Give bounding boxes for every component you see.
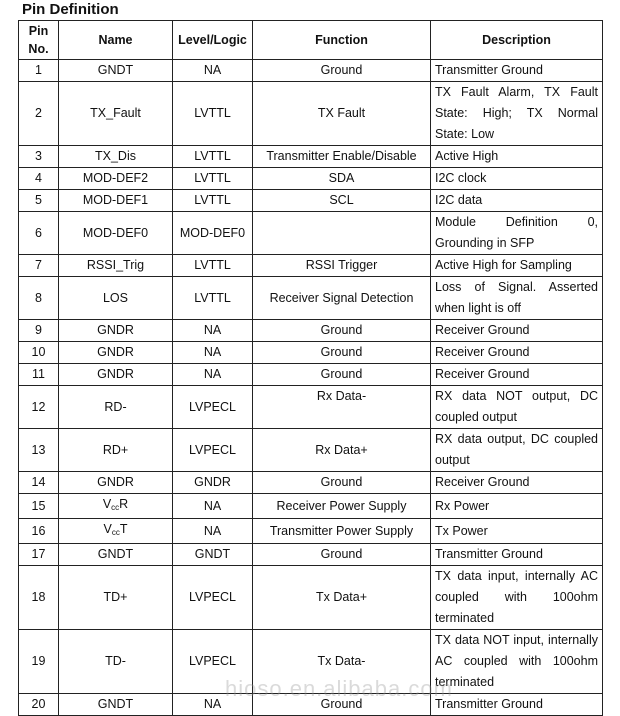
pin-name-suffix: T [119,522,128,536]
pin-description-cell: I2C clock [431,168,603,190]
pin-level-cell: NA [173,694,253,716]
pin-number-cell: 17 [19,544,59,566]
pin-name-cell: GNDR [59,364,173,386]
pin-name-cell: GNDT [59,544,173,566]
table-row [19,255,603,277]
pin-function-cell: Tx Data- [253,630,431,694]
page-title: Pin Definition [22,1,119,18]
pin-description-cell: Transmitter Ground [431,544,603,566]
pin-number-cell: 10 [19,342,59,364]
pin-description-cell: Tx Power [431,519,603,544]
pin-level-cell: LVTTL [173,146,253,168]
pin-function-cell [253,212,431,255]
pin-number-cell: 19 [19,630,59,694]
pin-name-cell: GNDT [59,694,173,716]
table-row [19,694,603,716]
table-row [19,168,603,190]
header-name: Name [59,21,173,60]
table-body [19,60,603,716]
pin-number-cell: 16 [19,519,59,544]
pin-number-cell: 20 [19,694,59,716]
pin-function-cell: SCL [253,190,431,212]
table-row [19,364,603,386]
pin-function-cell: Ground [253,694,431,716]
pin-level-cell: NA [173,494,253,519]
table-row [19,190,603,212]
table-row [19,544,603,566]
pin-function-cell: Rx Data- [253,386,431,429]
pin-number-cell: 5 [19,190,59,212]
pin-name-cell: RD- [59,386,173,429]
table-row [19,82,603,146]
table-row [19,429,603,472]
pin-name-subscript: cc [111,528,120,537]
pin-description-cell: Transmitter Ground [431,60,603,82]
table-row [19,342,603,364]
pin-name-main: V [103,522,112,536]
pin-function-cell: Ground [253,342,431,364]
pin-function-cell: Ground [253,364,431,386]
pin-level-cell: NA [173,60,253,82]
pin-description-cell: Transmitter Ground [431,694,603,716]
pin-description-cell: Module Definition 0, Grounding in SFP [431,212,603,255]
pin-number-cell: 8 [19,277,59,320]
pin-function-cell: Receiver Power Supply [253,494,431,519]
pin-name-cell: GNDT [59,60,173,82]
pin-level-cell: LVPECL [173,566,253,630]
header-function: Function [253,21,431,60]
pin-level-cell: NA [173,364,253,386]
header-description: Description [431,21,603,60]
pin-level-cell: LVPECL [173,429,253,472]
pin-level-cell: LVPECL [173,630,253,694]
table-row [19,212,603,255]
pin-number-cell: 13 [19,429,59,472]
pin-description-cell: Rx Power [431,494,603,519]
pin-function-cell: Ground [253,544,431,566]
table-row [19,386,603,429]
pin-name-cell: RD+ [59,429,173,472]
pin-description-cell: Active High [431,146,603,168]
pin-function-cell: Rx Data+ [253,429,431,472]
pin-level-cell: NA [173,519,253,544]
header-pin-no-line1: Pin [28,24,49,38]
pin-function-cell: Transmitter Enable/Disable [253,146,431,168]
pin-description-cell: Receiver Ground [431,342,603,364]
pin-description-cell: RX data output, DC coupled output [431,429,603,472]
pin-name-suffix: R [119,497,129,511]
pin-name-cell: MOD-DEF1 [59,190,173,212]
table-row [19,566,603,630]
pin-function-cell: Ground [253,60,431,82]
pin-number-cell: 6 [19,212,59,255]
pin-description-cell: Receiver Ground [431,320,603,342]
table-header-row [19,21,603,60]
pin-level-cell: LVPECL [173,386,253,429]
pin-level-cell: LVTTL [173,277,253,320]
table-row [19,60,603,82]
pin-level-cell: MOD-DEF0 [173,212,253,255]
table-row [19,320,603,342]
pin-name-cell: GNDR [59,342,173,364]
pin-name-main: V [102,497,112,511]
pin-name-cell: GNDR [59,472,173,494]
pin-description-cell: RX data NOT output, DC coupled output [431,386,603,429]
pin-name-cell [59,519,173,544]
pin-function-cell: TX Fault [253,82,431,146]
pin-level-cell: GNDR [173,472,253,494]
pin-name-subscript: cc [111,503,120,512]
pin-description-cell: TX Fault Alarm, TX Fault State: High; TX Normal State: Low [431,82,603,146]
pin-function-cell: Ground [253,320,431,342]
watermark: hioso.en.alibaba.com [225,676,453,701]
pin-description-cell: Active High for Sampling [431,255,603,277]
pin-name-cell: TX_Fault [59,82,173,146]
pin-number-cell: 3 [19,146,59,168]
pin-function-cell: Tx Data+ [253,566,431,630]
pin-description-cell: I2C data [431,190,603,212]
header-pin-no-line2: No. [28,42,49,56]
pin-description-cell: Loss of Signal. Asserted when light is off [431,277,603,320]
pin-name-cell: RSSI_Trig [59,255,173,277]
table-row [19,494,603,519]
pin-function-cell: SDA [253,168,431,190]
pin-name-cell: TX_Dis [59,146,173,168]
table-row [19,519,603,544]
pin-function-cell: Ground [253,472,431,494]
pin-number-cell: 4 [19,168,59,190]
pin-level-cell: NA [173,342,253,364]
pin-function-cell: Transmitter Power Supply [253,519,431,544]
pin-description-cell: Receiver Ground [431,364,603,386]
table-row [19,277,603,320]
pin-level-cell: LVTTL [173,168,253,190]
pin-name-cell: MOD-DEF0 [59,212,173,255]
pin-number-cell: 14 [19,472,59,494]
pin-number-cell: 9 [19,320,59,342]
pin-number-cell: 18 [19,566,59,630]
table-row [19,472,603,494]
pin-name-cell [59,494,173,519]
pin-function-cell: Receiver Signal Detection [253,277,431,320]
table-row [19,630,603,694]
pin-number-cell: 11 [19,364,59,386]
pin-name-cell: TD+ [59,566,173,630]
pin-function-cell: RSSI Trigger [253,255,431,277]
table-row [19,146,603,168]
pin-number-cell: 1 [19,60,59,82]
pin-definition-table [18,20,603,716]
pin-name-cell: TD- [59,630,173,694]
pin-level-cell: NA [173,320,253,342]
pin-number-cell: 12 [19,386,59,429]
header-level: Level/Logic [173,21,253,60]
pin-number-cell: 2 [19,82,59,146]
pin-description-cell: Receiver Ground [431,472,603,494]
pin-level-cell: GNDT [173,544,253,566]
pin-number-cell: 7 [19,255,59,277]
pin-level-cell: LVTTL [173,190,253,212]
header-pin-no [19,21,59,60]
pin-name-cell: LOS [59,277,173,320]
pin-level-cell: LVTTL [173,82,253,146]
pin-name-cell: MOD-DEF2 [59,168,173,190]
pin-description-cell: TX data input, internally AC coupled with 100ohm terminated [431,566,603,630]
pin-description-cell: TX data NOT input, internally AC coupled with 100ohm terminated [431,630,603,694]
pin-name-cell: GNDR [59,320,173,342]
pin-number-cell: 15 [19,494,59,519]
pin-level-cell: LVTTL [173,255,253,277]
